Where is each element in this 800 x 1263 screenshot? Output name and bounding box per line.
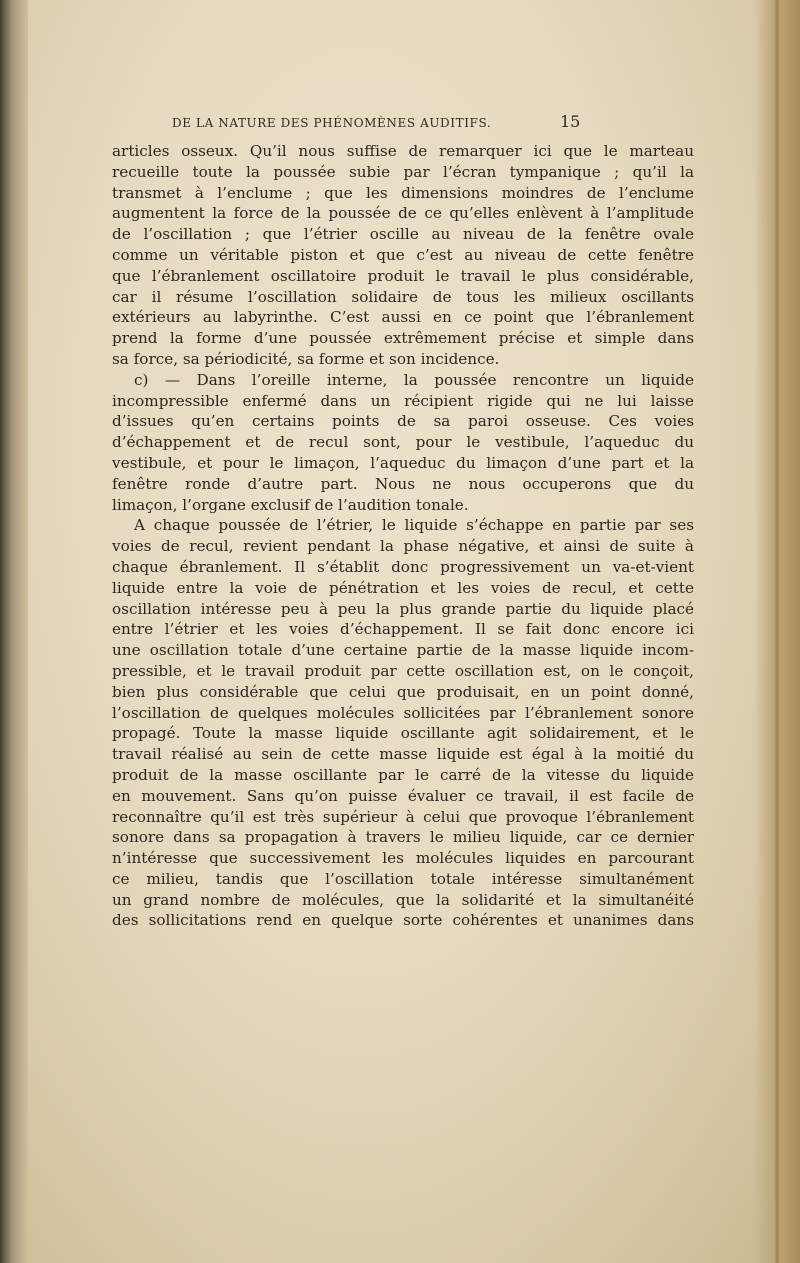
page-number: 15 [560,112,581,131]
text-line: que l’ébranlement oscillatoire produit le travail le plus considérable, [112,266,694,285]
text-line: vestibule, et pour le limaçon, l’aqueduc du limaçon d’une part et la [112,453,694,472]
text-line: entre l’étrier et les voies d’échappement. Il se fait donc encore ici [112,620,694,639]
binding-gutter [0,0,28,1263]
paragraph [112,141,694,370]
text-line: articles osseux. Qu’il nous suffise de remarquer ici que le marteau [112,142,694,160]
text-line: chaque ébranlement. Il s’établit donc progressivement un va-et-vient [112,557,694,576]
text-line: augmentent la force de la poussée de ce qu’elles enlèvent à l’amplitude [112,204,694,223]
text-line: d’issues qu’en certains points de sa paroi osseuse. Ces voies [112,412,694,431]
text-line: prend la forme d’une poussée extrêmement précise et simple dans [112,329,694,348]
body-text [112,141,694,931]
text-line: l’oscillation de quelques molécules sollicitées par l’ébranlement sonore [112,703,694,722]
text-line: un grand nombre de molécules, que la solidarité et la simultanéité [112,890,694,909]
text-line: n’intéresse que successivement les molécules liquides en parcourant [112,849,694,868]
text-line: limaçon, l’organe exclusif de l’audition tonale. [112,495,469,514]
text-line: propagé. Toute la masse liquide oscillante agit solidairement, et le [112,724,694,743]
text-line: en mouvement. Sans qu’on puisse évaluer ce travail, il est facile de [112,786,694,805]
text-line: travail réalisé au sein de cette masse liquide est égal à la moitié du [112,745,694,764]
page-fold [774,0,780,1263]
running-title: DE LA NATURE DES PHÉNOMÈNES AUDITIFS. [172,116,492,130]
text-line: bien plus considérable que celui que produisait, en un point donné, [112,682,694,701]
text-line: liquide entre la voie de pénétration et les voies de recul, et cette [112,578,694,597]
text-line: A chaque poussée de l’étrier, le liquide s’échappe en partie par ses [134,516,694,535]
text-line: de l’oscillation ; que l’étrier oscille au niveau de la fenêtre ovale [112,225,694,244]
text-line: produit de la masse oscillante par le carré de la vitesse du liquide [112,765,694,784]
paragraph [112,515,694,931]
text-line: transmet à l’enclume ; que les dimensions moindres de l’enclume [112,183,694,202]
text-line: voies de recul, revient pendant la phase négative, et ainsi de suite à [112,537,694,556]
text-line: oscillation intéresse peu à peu la plus grande partie du liquide placé [112,599,694,618]
text-line: ce milieu, tandis que l’oscillation totale intéresse simultanément [112,869,694,888]
text-line: une oscillation totale d’une certaine partie de la masse liquide incom- [112,641,694,660]
text-line: des sollicitations rend en quelque sorte cohérentes et unanimes dans [112,911,694,930]
running-header [0,112,800,138]
text-line: c) — Dans l’oreille interne, la poussée rencontre un liquide [134,370,694,389]
text-line: sonore dans sa propagation à travers le milieu liquide, car ce dernier [112,828,694,847]
text-line: reconnaître qu’il est très supérieur à celui que provoque l’ébranlement [112,807,694,826]
text-line: sa force, sa périodicité, sa forme et son incidence. [112,349,500,368]
text-line: car il résume l’oscillation solidaire de tous les milieux oscillants [112,287,694,306]
text-line: extérieurs au labyrinthe. C’est aussi en ce point que l’ébranlement [112,308,694,327]
text-line: fenêtre ronde d’autre part. Nous ne nous occuperons que du [112,474,694,493]
paragraph [112,370,694,516]
text-line: comme un véritable piston et que c’est au niveau de cette fenêtre [112,245,694,264]
text-line: d’échappement et de recul sont, pour le vestibule, l’aqueduc du [112,433,694,452]
text-line: recueille toute la poussée subie par l’écran tympanique ; qu’il la [112,162,694,181]
text-line: incompressible enfermé dans un récipient rigide qui ne lui laisse [112,391,694,410]
text-line: pressible, et le travail produit par cette oscillation est, on le conçoit, [112,661,694,680]
